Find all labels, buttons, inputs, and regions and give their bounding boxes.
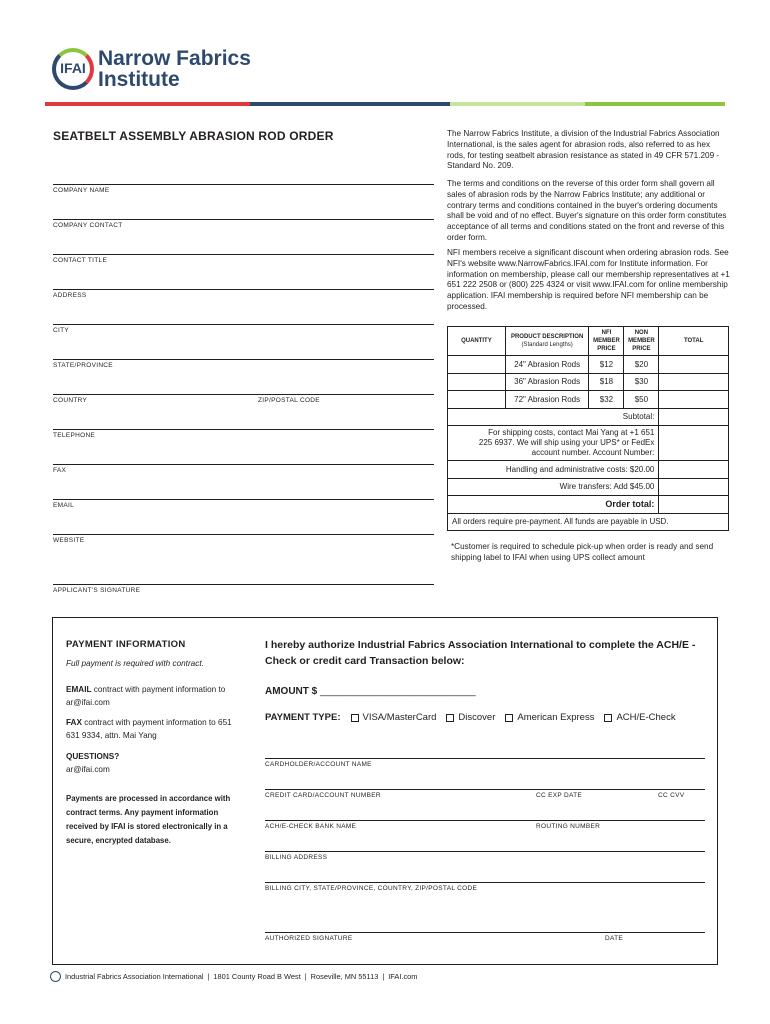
quantity-header: QUANTITY [448,327,506,356]
logo-text [98,48,251,90]
checkbox-icon[interactable] [505,714,513,722]
product-description: 24" Abrasion Rods [505,356,589,374]
bank-name-field[interactable] [265,820,705,821]
shipping-note: *Customer is required to schedule pick-up when order is ready and send shipping label to IFAI when using UPS collect amount [451,542,714,562]
email-instructions [66,683,246,709]
city-field[interactable] [53,324,434,325]
prepay-text: All orders require pre-payment. All funds are payable in USD. [448,513,729,531]
signature-field[interactable] [53,584,434,585]
payment-option-discover[interactable] [446,712,495,723]
member-price: $18 [589,373,624,391]
country-field[interactable] [53,394,434,395]
quantity-input[interactable] [448,373,506,391]
subtotal-row [448,408,729,426]
quantity-input[interactable] [448,356,506,374]
header-bar-green [585,102,725,106]
footer-separator: | [304,972,307,981]
logo-line2: Institute [98,68,180,91]
description-header [505,327,589,356]
email-field[interactable] [53,499,434,500]
billing-city-field[interactable] [265,882,705,883]
payment-option-label: ACH/E-Check [616,712,676,723]
prepay-row [448,513,729,531]
product-description: 36" Abrasion Rods [505,373,589,391]
website-field[interactable] [53,534,434,535]
ccv-label: CC CVV [658,792,685,799]
website-label: WEBSITE [53,537,85,544]
payment-option-label: VISA/MasterCard [362,712,437,723]
questions-email[interactable]: ar@ifai.com [66,765,110,774]
contact-title-label: CONTACT TITLE [53,257,108,264]
authorization-statement: I hereby authorize Industrial Fabrics Association International to complete the ACH/E - Check or credit card Transaction below: [265,639,696,667]
description-header-title: PRODUCT DESCRIPTION [510,334,584,340]
payment-heading: PAYMENT INFORMATION [66,639,186,650]
company-name-label: COMPANY NAME [53,187,110,194]
logo-abbr: IFAI [60,60,86,76]
full-payment-note: Full payment is required with contract. [66,659,204,668]
billing-city-label: BILLING CITY, STATE/PROVINCE, COUNTRY, ZIP/POSTAL CODE [265,885,478,892]
amount-field[interactable]: ____________________________ [320,686,476,697]
address-label: ADDRESS [53,292,87,299]
payment-option-visa[interactable] [351,712,437,723]
state-label: STATE/PROVINCE [53,362,113,369]
address-field[interactable] [53,289,434,290]
footer-city: Roseville, MN 55113 [310,972,379,981]
footer-org: Industrial Fabrics Association International [65,972,204,981]
amount-label: AMOUNT $ [265,686,318,697]
processing-note: Payments are processed in accordance with contract terms. Any payment information received by IFAI is stored electronically in a secure, encrypted database. [66,794,231,845]
company-name-field[interactable] [53,184,434,185]
footer-site[interactable]: IFAI.com [388,972,418,981]
member-price-header: NFI MEMBER PRICE [589,327,624,356]
fax-field[interactable] [53,464,434,465]
order-total-row [448,496,729,514]
table-row [448,356,729,374]
header-bar-lightgreen [450,102,585,106]
fax-label: FAX [53,467,67,474]
row-total[interactable] [659,356,729,374]
order-total-label: Order total: [448,496,659,514]
checkbox-icon[interactable] [604,714,612,722]
ifai-logo-icon [50,971,61,982]
card-number-label: CREDIT CARD/ACCOUNT NUMBER [265,792,381,799]
amount-row [265,686,476,697]
wire-value[interactable] [659,478,729,496]
product-description: 72" Abrasion Rods [505,391,589,409]
member-price: $12 [589,356,624,374]
card-number-field[interactable] [265,789,705,790]
checkbox-icon[interactable] [446,714,454,722]
exp-date-label: CC EXP DATE [536,792,583,799]
intro-paragraph: The Narrow Fabrics Institute, a division of the Industrial Fabrics Association International, is the sales agent for abrasion rods, also referred to as hex rods, for testing seatbelt abrasion resistance as stated in 49 CFR 571.209 - Standard No. 209. [447,129,720,171]
fax-instructions-label: FAX [66,718,82,727]
wire-row [448,478,729,496]
handling-row [448,461,729,479]
order-total-value[interactable] [659,496,729,514]
zip-label: ZIP/POSTAL CODE [258,397,320,404]
authorized-signature-field[interactable] [265,932,705,933]
fax-instructions [66,716,246,742]
billing-address-label: BILLING ADDRESS [265,854,328,861]
header-bar-red [45,102,250,106]
country-label: COUNTRY [53,397,88,404]
footer-address: 1801 County Road B West [213,972,301,981]
email-instructions-label: EMAIL [66,685,92,694]
subtotal-label: Subtotal: [448,408,659,426]
cardholder-label: CARDHOLDER/ACCOUNT NAME [265,761,372,768]
table-row [448,391,729,409]
telephone-field[interactable] [53,429,434,430]
payment-type-label: PAYMENT TYPE: [265,712,341,723]
subtotal-value[interactable] [659,408,729,426]
fax-instructions-text: contract with payment information to 651 631 9334, attn. Mai Yang [66,718,232,740]
handling-value[interactable] [659,461,729,479]
total-header: TOTAL [659,327,729,356]
footer-separator: | [382,972,385,981]
header-bar-navy [250,102,450,106]
contact-title-field[interactable] [53,254,434,255]
shipping-text: For shipping costs, contact Mai Yang at +1 651 225 6937. We will ship using your UPS* or FedEx account number. Account Number: [448,426,659,461]
questions-label: QUESTIONS? [66,752,120,761]
footer-separator: | [207,972,210,981]
nonmember-price-header: NON MEMBER PRICE [624,327,659,356]
payment-option-label: American Express [517,712,595,723]
authorized-signature-label: AUTHORIZED SIGNATURE [265,935,353,942]
row-total[interactable] [659,391,729,409]
member-price: $32 [589,391,624,409]
billing-address-field[interactable] [265,851,705,852]
table-row [448,373,729,391]
row-total[interactable] [659,373,729,391]
order-table [447,326,729,531]
telephone-label: TELEPHONE [53,432,96,439]
shipping-value[interactable] [659,426,729,461]
terms-paragraph: The terms and conditions on the reverse of this order form shall govern all sales of abrasion rods by the Narrow Fabrics Institute; any additional or contrary terms and conditions contained in the buyer's ordering documents shall be void and of no effect. Buyer's signature on this order form constitutes acceptance of all terms and conditions stated on the front and reverse of this order form. [447,179,727,242]
city-label: CITY [53,327,70,334]
nonmember-price: $50 [624,391,659,409]
company-contact-field[interactable] [53,219,434,220]
membership-paragraph: NFI members receive a significant discount when ordering abrasion rods. See NFI's website www.NarrowFabrics.IFAI.com for Institute information. For information on membership, please call our membership representatives at +1 651 222 2508 or (800) 225 4324 or visit www.IFAI.com for online membership application. IFAI membership is required before NFI membership can be processed. [447,248,730,311]
payment-option-amex[interactable] [505,712,594,723]
email-label: EMAIL [53,502,75,509]
state-field[interactable] [53,359,434,360]
wire-label: Wire transfers: Add $45.00 [448,478,659,496]
nonmember-price: $20 [624,356,659,374]
table-header-row [448,327,729,356]
signature-label: APPLICANT'S SIGNATURE [53,587,141,594]
handling-label: Handling and administrative costs: $20.00 [448,461,659,479]
shipping-row [448,426,729,461]
checkbox-icon[interactable] [351,714,359,722]
bank-name-label: ACH/E-CHECK BANK NAME [265,823,357,830]
payment-option-ach[interactable] [604,712,675,723]
footer [50,971,417,982]
nonmember-price: $30 [624,373,659,391]
company-contact-label: COMPANY CONTACT [53,222,123,229]
payment-option-label: Discover [458,712,496,723]
description-header-sub: (Standard Lengths) [521,342,573,348]
quantity-input[interactable] [448,391,506,409]
email-instructions-text: contract with payment information to ar@ifai.com [66,685,226,707]
logo-line1: Narrow Fabrics [98,47,251,70]
payment-type-row [265,712,676,723]
routing-label: ROUTING NUMBER [536,823,601,830]
date-label: DATE [605,935,624,942]
form-title: SEATBELT ASSEMBLY ABRASION ROD ORDER [53,129,334,143]
cardholder-field[interactable] [265,758,705,759]
